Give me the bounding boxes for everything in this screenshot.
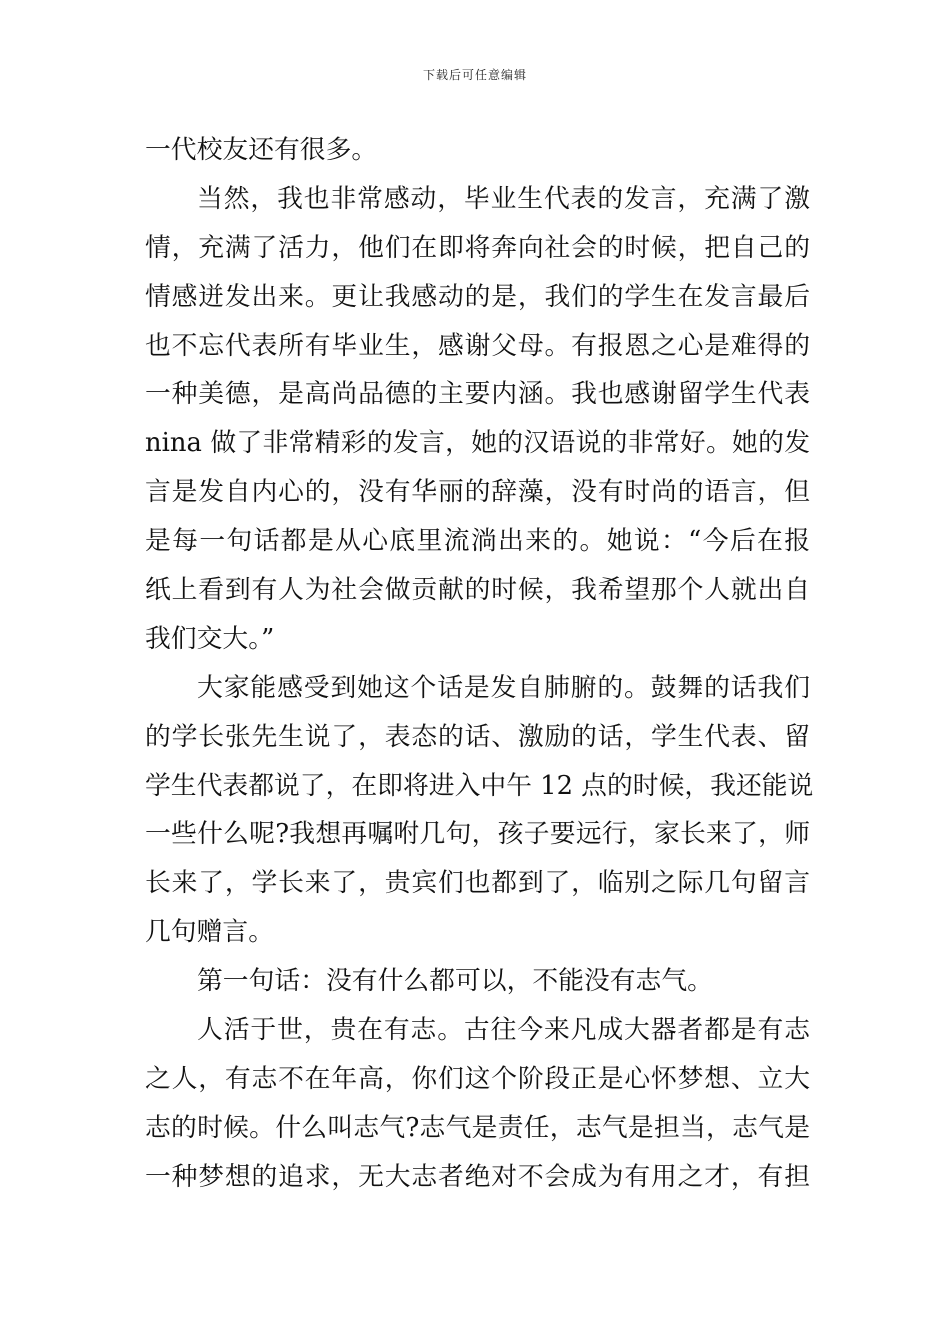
text-line: nina 做了非常精彩的发言，她的汉语说的非常好。她的发	[145, 428, 810, 459]
text-line: 一代校友还有很多。	[145, 135, 378, 165]
text-line: 志的时候。什么叫志气?志气是责任，志气是担当，志气是	[145, 1112, 810, 1143]
text-line: 一种梦想的追求，无大志者绝对不会成为有用之才，有担	[145, 1161, 810, 1192]
text-line: 大家能感受到她这个话是发自肺腑的。鼓舞的话我们	[197, 672, 810, 703]
text-line: 当然，我也非常感动，毕业生代表的发言，充满了激	[197, 183, 810, 214]
text-line: 情感迸发出来。更让我感动的是，我们的学生在发言最后	[145, 281, 810, 312]
text-line: 之人，有志不在年高，你们这个阶段正是心怀梦想、立大	[145, 1063, 810, 1094]
text-line: 长来了，学长来了，贵宾们也都到了，临别之际几句留言	[145, 868, 810, 899]
page-header: 下载后可任意编辑	[422, 68, 527, 82]
text-line: 我们交大。”	[145, 623, 275, 654]
text-line: 纸上看到有人为社会做贡献的时候，我希望那个人就出自	[145, 575, 810, 606]
text-line: 人活于世，贵在有志。古往今来凡成大器者都是有志	[197, 1015, 810, 1046]
text-line: 一种美德，是高尚品德的主要内涵。我也感谢留学生代表	[145, 379, 810, 410]
body-text	[145, 126, 814, 1202]
text-line: 的学长张先生说了，表态的话、激励的话，学生代表、留	[145, 721, 810, 752]
text-line: 一些什么呢?我想再嘱咐几句，孩子要远行，家长来了，师	[145, 819, 810, 850]
text-line: 言是发自内心的，没有华丽的辞藻，没有时尚的语言，但	[145, 477, 810, 508]
text-line: 是每一句话都是从心底里流淌出来的。她说：“今后在报	[145, 526, 810, 557]
text-line: 学生代表都说了，在即将进入中午 12 点的时候，我还能说	[145, 770, 814, 801]
text-line: 几句赠言。	[145, 917, 274, 948]
text-line: 情，充满了活力，他们在即将奔向社会的时候，把自己的	[145, 232, 810, 263]
text-line: 第一句话：没有什么都可以，不能没有志气。	[197, 966, 713, 997]
text-line: 也不忘代表所有毕业生，感谢父母。有报恩之心是难得的	[145, 330, 810, 361]
